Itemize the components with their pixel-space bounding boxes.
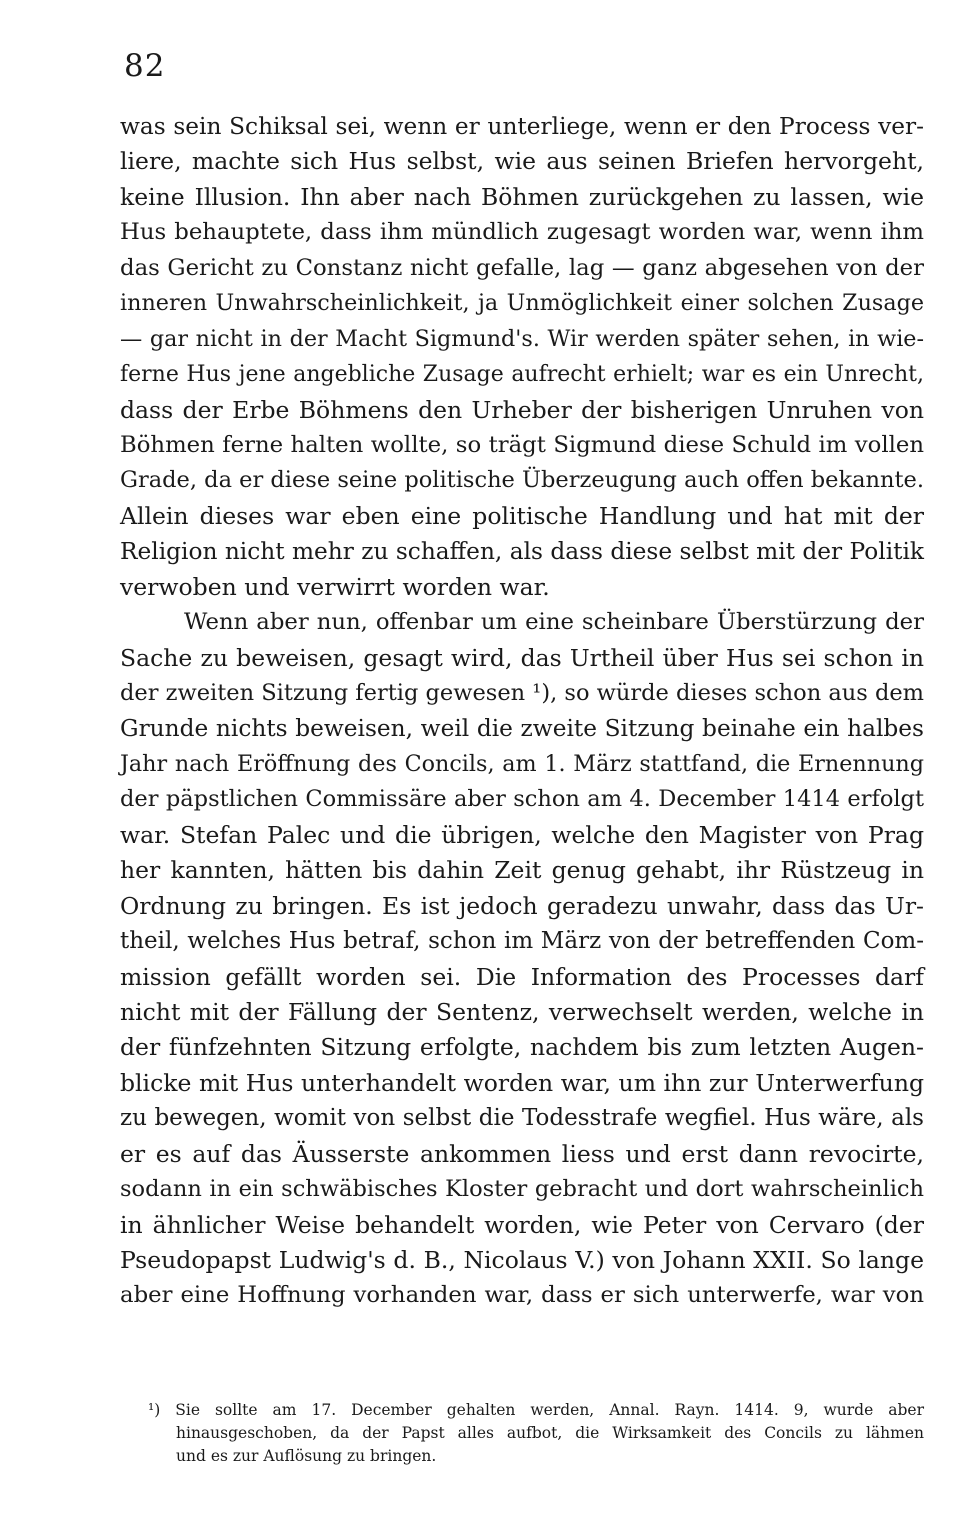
text-line: mission gefällt worden sei. Die Information des Processes darf <box>120 962 924 991</box>
text-line: Ordnung zu bringen. Es ist jedoch geradezu unwahr, dass das Ur- <box>120 891 924 920</box>
text-line: der zweiten Sitzung fertig gewesen ¹), so würde dieses schon aus dem <box>120 680 924 706</box>
text-line: was sein Schiksal sei, wenn er unterliege, wenn er den Process ver- <box>120 113 924 140</box>
text-line: Grade, da er diese seine politische Überzeugung auch offen bekannte. <box>120 467 924 494</box>
text-line: zu bewegen, womit von selbst die Todesstrafe wegfiel. Hus wäre, als <box>120 1105 924 1132</box>
text-line: Böhmen ferne halten wollte, so trägt Sigmund diese Schuld im vollen <box>120 431 924 458</box>
text-line: Wenn aber nun, offenbar um eine scheinbare Überstürzung der <box>184 609 924 636</box>
text-line: blicke mit Hus unterhandelt worden war, um ihn zur Unterwerfung <box>120 1068 924 1097</box>
page-number: 82 <box>124 48 166 84</box>
text-line: Hus behauptete, dass ihm mündlich zugesagt worden war, wenn ihm <box>120 219 924 246</box>
text-line: Religion nicht mehr zu schaffen, als dass diese selbst mit der Politik <box>120 538 924 566</box>
footnote-line: und es zur Auflösung zu bringen. <box>176 1447 437 1465</box>
text-line: er es auf das Äusserste ankommen liess und erst dann revocirte, <box>120 1139 924 1168</box>
text-line: der päpstlichen Commissäre aber schon am 4. December 1414 erfolgt <box>120 786 924 813</box>
text-line: aber eine Hoffnung vorhanden war, dass er sich unterwerfe, war von <box>120 1282 924 1309</box>
text-line: inneren Unwahrscheinlichkeit, ja Unmöglichkeit einer solchen Zusage <box>120 290 924 317</box>
text-line: keine Illusion. Ihn aber nach Böhmen zurückgehen zu lassen, wie <box>120 182 924 211</box>
text-line: sodann in ein schwäbisches Kloster gebracht und dort wahrscheinlich <box>120 1176 924 1203</box>
text-line: ferne Hus jene angebliche Zusage aufrecht erhielt; war es ein Unrecht, <box>120 362 924 388</box>
text-line: liere, machte sich Hus selbst, wie aus seinen Briefen hervorgeht, <box>120 147 924 176</box>
text-line: in ähnlicher Weise behandelt worden, wie Peter von Cervaro (der <box>120 1210 924 1239</box>
text-line: — gar nicht in der Macht Sigmund's. Wir werden später sehen, in wie- <box>120 325 924 352</box>
text-line: Pseudopapst Ludwig's d. B., Nicolaus V.) von Johann XXII. So lange <box>120 1246 924 1274</box>
text-line: Sache zu beweisen, gesagt wird, das Urtheil über Hus sei schon in <box>120 643 924 672</box>
text-line: Grunde nichts beweisen, weil die zweite Sitzung beinahe ein halbes <box>120 715 924 743</box>
text-line: nicht mit der Fällung der Sentenz, verwechselt werden, welche in <box>120 997 924 1026</box>
text-line: das Gericht zu Constanz nicht gefalle, lag — ganz abgesehen von der <box>120 254 924 281</box>
text-line: war. Stefan Palec und die übrigen, welche den Magister von Prag <box>120 820 924 849</box>
text-line: verwoben und verwirrt worden war. <box>120 572 550 601</box>
footnote-line: hinausgeschoben, da der Papst alles aufbot, die Wirksamkeit des Concils zu lähmen <box>176 1424 924 1442</box>
text-line: der fünfzehnten Sitzung erfolgte, nachdem bis zum letzten Augen- <box>120 1033 924 1062</box>
body-text <box>120 109 924 1314</box>
text-line: Allein dieses war eben eine politische Handlung und hat mit der <box>120 501 924 530</box>
text-line: Jahr nach Eröffnung des Concils, am 1. März stattfand, die Ernennung <box>120 750 924 777</box>
footnote-line: ¹) Sie sollte am 17. December gehalten werden, Annal. Rayn. 1414. 9, wurde aber <box>148 1401 924 1419</box>
footnotes <box>148 1399 924 1468</box>
text-line: her kannten, hätten bis dahin Zeit genug gehabt, ihr Rüstzeug in <box>120 856 924 885</box>
text-line: dass der Erbe Böhmens den Urheber der bisherigen Unruhen von <box>120 395 924 424</box>
text-line: theil, welches Hus betraf, schon im März von der betreffenden Com- <box>120 928 924 955</box>
